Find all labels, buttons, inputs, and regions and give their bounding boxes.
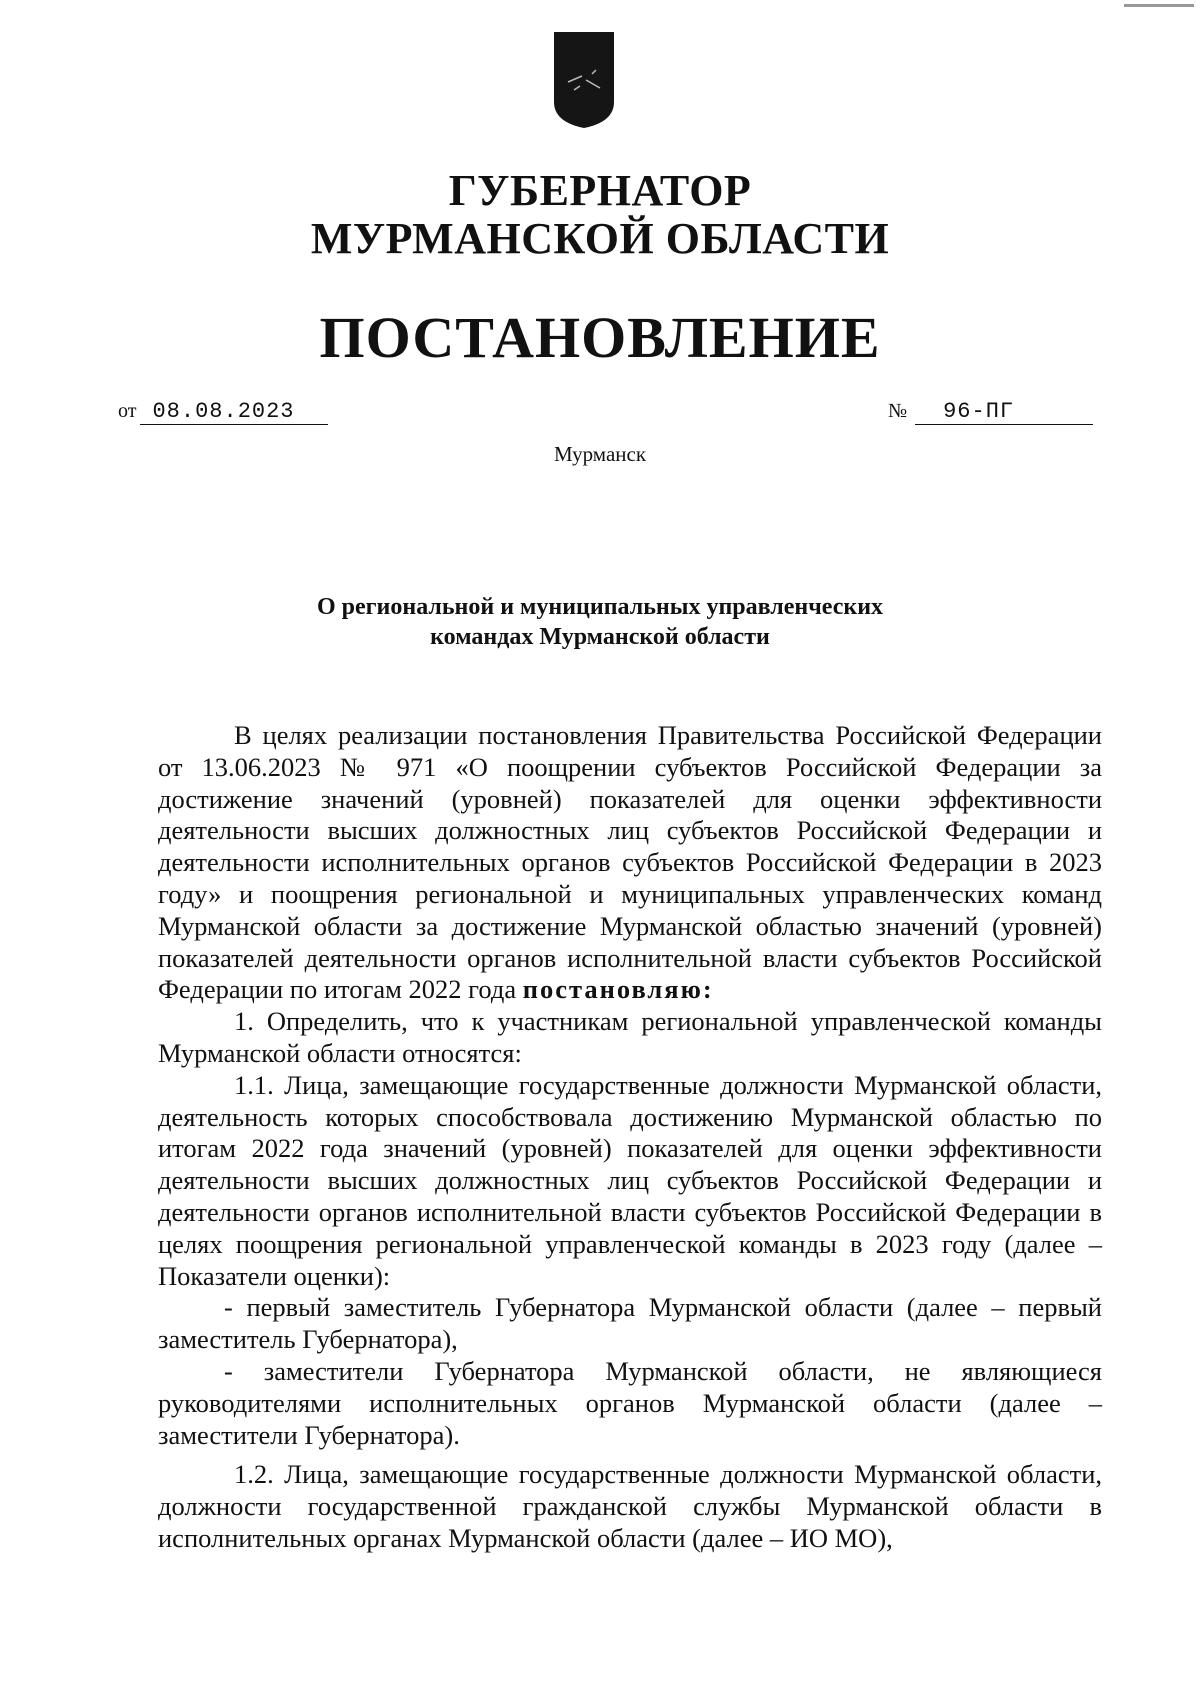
document-date bbox=[118, 400, 328, 425]
document-city: Мурманск bbox=[553, 442, 647, 466]
scan-artifact bbox=[1124, 4, 1194, 7]
subject-line1: О региональной и муниципальных управленческих bbox=[316, 594, 884, 620]
document-body bbox=[158, 720, 1102, 1555]
list-item-deputies: - заместители Губернатора Мурманской области, не являющиеся руководителями исполнительных органов Мурманской области (далее – заместители Губернатора). bbox=[158, 1355, 1102, 1450]
authority-title-line2: МУРМАНСКОЙ ОБЛАСТИ bbox=[310, 214, 890, 263]
document-type: ПОСТАНОВЛЕНИЕ bbox=[319, 305, 881, 370]
clause-1: 1. Определить, что к участникам региональной управленческой команды Мурманской области относятся: bbox=[158, 1006, 1102, 1068]
document-subject bbox=[0, 592, 1200, 652]
preamble-paragraph bbox=[158, 720, 1102, 1006]
list-item-first-deputy: - первый заместитель Губернатора Мурманской области (далее – первый заместитель Губернатора), bbox=[158, 1292, 1102, 1355]
subject-line2: командах Мурманской области bbox=[430, 624, 770, 650]
date-value: 08.08.2023 bbox=[140, 400, 328, 425]
coat-of-arms-icon bbox=[552, 30, 616, 130]
number-value: 96-ПГ bbox=[915, 400, 1093, 425]
number-prefix: № bbox=[888, 400, 908, 422]
decree-word: постановляю: bbox=[522, 974, 714, 1005]
date-prefix: от bbox=[118, 400, 137, 422]
preamble-text: В целях реализации постановления Правительства Российской Федерации от 13.06.2023 № 971 «О поощрении субъектов Российской Федерации за достижение значений (уровней) показателей для оценки эффективности деятельности высших должностных лиц субъектов Российской Федерации и деятельности исполнительных органов субъектов Российской Федерации в 2023 году» и поощрения региональной и муниципальных управленческих команд Мурманской области за достижение Мурманской областью значений (уровней) показателей деятельности органов исполнительной власти субъектов Российской Федерации по итогам 2022 года bbox=[158, 720, 1102, 1005]
clause-1-1: 1.1. Лица, замещающие государственные должности Мурманской области, деятельность которых способствовала достижению Мурманской областью по итогам 2022 года значений (уровней) показателей для оценки эффективности деятельности высших должностных лиц субъектов Российской Федерации и деятельности органов исполнительной власти субъектов Российской Федерации в целях поощрения региональной управленческой команды в 2023 году (далее – Показатели оценки): bbox=[158, 1069, 1102, 1291]
authority-title-line1: ГУБЕРНАТОР bbox=[448, 166, 752, 215]
clause-1-2: 1.2. Лица, замещающие государственные должности Мурманской области, должности государственной гражданской службы Мурманской области в исполнительных органах Мурманской области (далее – ИО МО), bbox=[158, 1459, 1102, 1553]
document-number bbox=[888, 400, 1093, 425]
